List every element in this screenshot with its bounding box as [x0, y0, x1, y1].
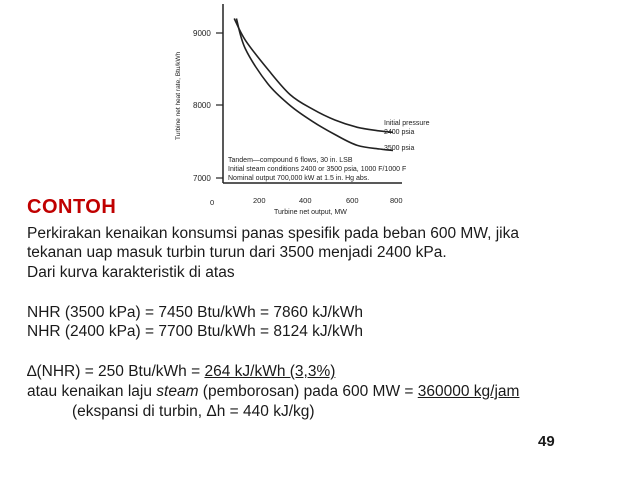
legend-label-3500: 3500 psia	[384, 145, 415, 152]
x-axis-label: Turbine net output, MW	[274, 209, 347, 216]
x-tick-label: 0	[210, 198, 215, 207]
steam-prefix: atau kenaikan laju	[27, 383, 157, 400]
heading-contoh: CONTOH	[27, 196, 117, 218]
y-axis-label: Turbine net heat rate, Btu/kWh	[175, 51, 182, 140]
steam-value: 360000 kg/jam	[417, 383, 520, 400]
y-tick-label: 9000	[193, 29, 211, 38]
delta-prefix: ∆(NHR) = 250 Btu/kWh =	[27, 363, 205, 380]
heat-rate-chart	[166, 0, 476, 225]
y-tick-label: 8000	[193, 101, 211, 110]
nhr-3500-line: NHR (3500 kPa) = 7450 Btu/kWh = 7860 kJ/kWh	[27, 304, 363, 321]
steam-middle: (pemborosan) pada 600 MW =	[198, 383, 418, 400]
series-line-2400	[234, 19, 393, 133]
y-tick-label: 7000	[193, 174, 211, 183]
page-number: 49	[538, 433, 555, 450]
steam-rate-line	[27, 383, 519, 401]
chart-annotation: Tandem—compound 6 flows, 30 in. LSB	[228, 157, 353, 164]
nhr-2400-line: NHR (2400 kPa) = 7700 Btu/kWh = 8124 kJ/kWh	[27, 323, 363, 340]
paragraph-line: Dari kurva karakteristik di atas	[27, 264, 235, 281]
legend-title: Initial pressure	[384, 120, 430, 127]
paragraph-line: Perkirakan kenaikan konsumsi panas spesifik pada beban 600 MW, jika	[27, 225, 519, 242]
x-tick-label: 400	[299, 196, 312, 205]
series-line-3500	[236, 19, 393, 151]
x-tick-label: 800	[390, 196, 403, 205]
expansion-note: (ekspansi di turbin, Δh = 440 kJ/kg)	[72, 403, 315, 420]
chart-canvas	[166, 0, 476, 225]
legend-label-2400: 2400 psia	[384, 129, 415, 136]
paragraph-line: tekanan uap masuk turbin turun dari 3500 menjadi 2400 kPa.	[27, 244, 447, 261]
x-tick-label: 200	[253, 196, 266, 205]
delta-nhr-line	[27, 363, 335, 381]
chart-annotation: Nominal output 700,000 kW at 1.5 in. Hg abs.	[228, 175, 370, 182]
steam-word: steam	[156, 383, 199, 400]
delta-value: 264 kJ/kWh (3,3%)	[204, 363, 336, 380]
x-tick-label: 600	[346, 196, 359, 205]
chart-annotation: Initial steam conditions 2400 or 3500 psia, 1000 F/1000 F	[228, 166, 407, 173]
